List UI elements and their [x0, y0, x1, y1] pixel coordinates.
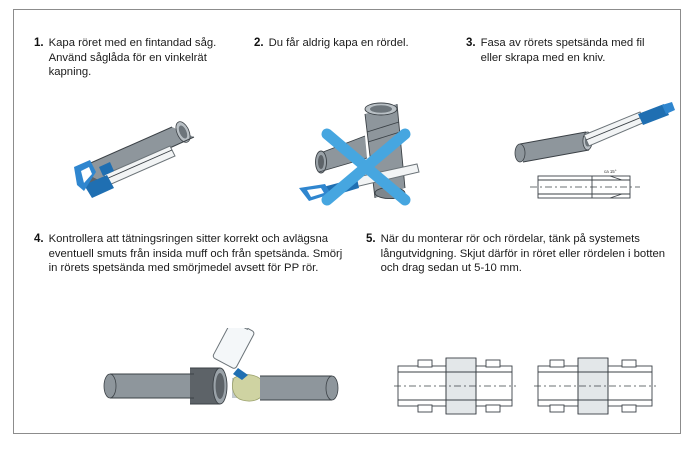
step-2-illustration [279, 92, 449, 217]
step-2-number: 2. [254, 37, 264, 49]
step-4 [34, 232, 354, 276]
step-1-heading [34, 36, 234, 80]
joint-left [394, 358, 516, 414]
step-3-heading [466, 36, 666, 65]
step-2 [254, 36, 464, 51]
step-3-text: Fasa av rörets spetsända med fil eller skrapa med en kniv. [480, 37, 645, 64]
step-4-heading [34, 232, 354, 276]
step-3-illustration [512, 102, 677, 212]
step-5-text: När du monterar rör och rördelar, tänk på systemets långutvidgning. Skjut därför in röret eller rördelen i botten och drag sedan ut 5-10 mm. [380, 233, 666, 275]
joint-right [534, 358, 656, 414]
step-5-number: 5. [366, 233, 376, 245]
step-2-heading [254, 36, 464, 51]
step-5-illustration [394, 350, 659, 430]
step-3-number: 3. [466, 37, 476, 49]
instruction-sheet [13, 9, 681, 434]
step-1-text: Kapa röret med en fintandad såg. Använd såglåda för en vinkelrät kapning. [48, 37, 217, 79]
step-4-text: Kontrollera att tätningsringen sitter korrekt och avlägsna eventuell smuts från insida muff och från spetsända. Smörj in rörets spetsända med smörjmedel avsett för PP rör. [48, 233, 343, 275]
step-5-heading [366, 232, 666, 276]
step-3 [466, 36, 666, 65]
step-1 [34, 36, 234, 80]
step-1-number: 1. [34, 37, 44, 49]
step-4-illustration [92, 328, 342, 423]
step-1-illustration [44, 105, 244, 215]
step-2-text: Du får aldrig kapa en rördel. [268, 37, 409, 49]
chamfer-angle-label: ca 15° [604, 169, 617, 174]
step-4-number: 4. [34, 233, 44, 245]
step-5 [366, 232, 666, 276]
